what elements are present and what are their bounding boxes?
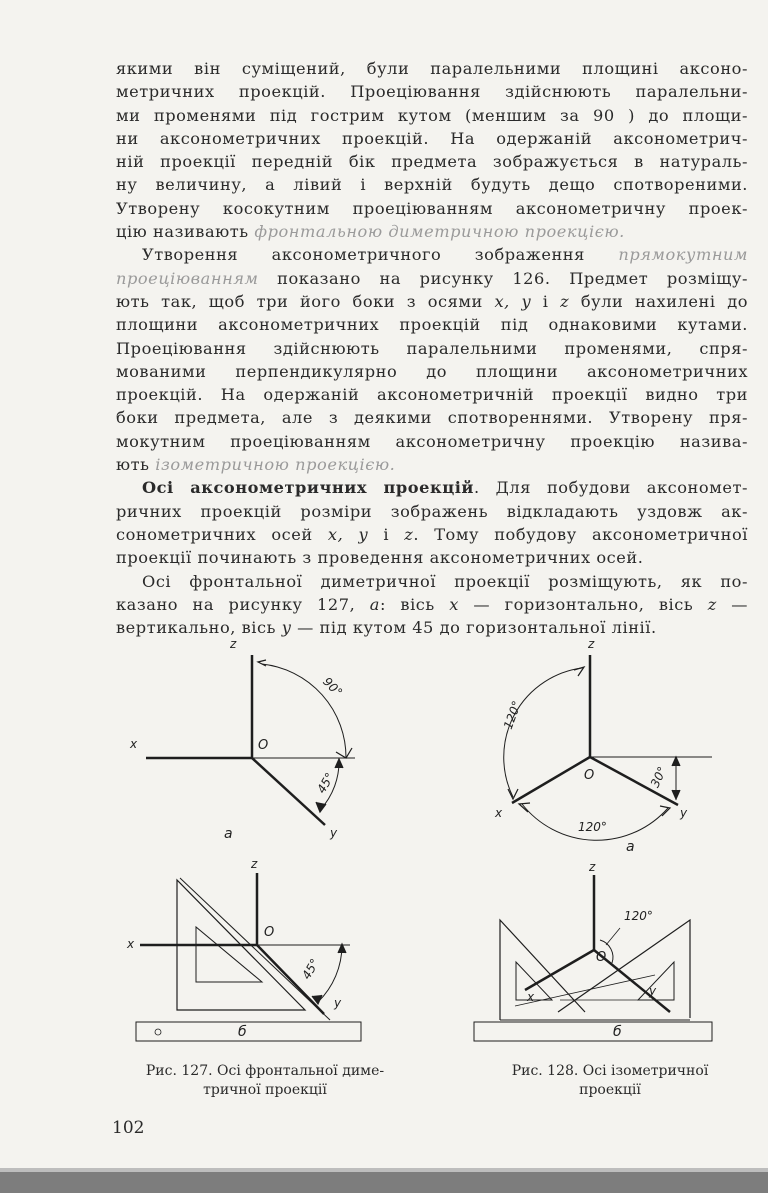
fig127a-x-label: x	[130, 737, 138, 751]
fig127a-o-label: O	[258, 738, 269, 753]
term-rectangular: прямокутним	[618, 245, 748, 265]
text-span: . Тому побудову аксонометричної	[413, 524, 748, 544]
text-line: ми променями під гострим кутом (меншим за 90 ) до площи-	[116, 105, 748, 125]
text-span: Утворення аксонометричного зображення	[142, 245, 619, 265]
caption-line: тричної проекції	[203, 1082, 327, 1098]
fig127b-o-label: O	[264, 925, 275, 940]
term-projection: проеціюванням	[116, 268, 259, 288]
text-line: проекцій. На одержаній аксонометричній проекції видно три	[116, 385, 748, 405]
text-line: мокутним проеціюванням аксонометричну проекцію назива-	[116, 431, 748, 451]
fig128b-y-label: y	[649, 984, 657, 998]
text-span: були нахилені до	[569, 291, 749, 311]
fig128a-y-label: y	[680, 806, 688, 820]
text-line: площини аксонометричних проекцій під однаковими кутами.	[116, 315, 748, 335]
text-span: цію називають	[116, 222, 255, 242]
fig127a-y-label: y	[330, 826, 338, 840]
fig128b-z-label: z	[589, 860, 596, 874]
section-heading: Осі аксонометричних проекцій	[142, 478, 474, 498]
fig128b-x-label: x	[527, 990, 535, 1004]
fig128a-sub-label: а	[626, 839, 635, 855]
axis-name: z	[707, 594, 717, 614]
fig128-caption	[470, 1062, 750, 1100]
fig127b-sub-label: б	[238, 1024, 247, 1040]
axis-name: z	[404, 524, 414, 544]
text-line: ній проекції передній бік предмета зображується в натураль-	[116, 152, 748, 172]
text-span: і	[368, 524, 405, 544]
text-line: ну величину, а лівий і верхній будуть дещо спотвореними.	[116, 175, 748, 195]
fig128b-angle-120: 120°	[624, 909, 653, 923]
text-line: якими він суміщений, були паралельними площині аксоно-	[116, 59, 748, 78]
fig127b-axes	[136, 873, 361, 1041]
fig127b-x-label: x	[127, 937, 135, 951]
fig127a-angle-45: 45°	[314, 770, 338, 796]
text-span: сонометричних осей	[116, 524, 328, 544]
text-span: —	[716, 594, 748, 614]
text-span: і	[531, 291, 561, 311]
term-isometric: ізометричною проекцією.	[155, 455, 396, 475]
text-line: ни аксонометричних проекцій. На одержаній аксонометрич-	[116, 128, 748, 148]
axis-name: z	[560, 291, 570, 311]
scan-edge-dark	[0, 1172, 768, 1193]
term-frontal-dimetric: фронтальною диметричною проекцією.	[254, 222, 625, 242]
text-line: мованими перпендикулярно до площини аксонометричних	[116, 361, 748, 381]
axis-name: x	[449, 594, 459, 614]
page-number: 102	[112, 1118, 145, 1138]
text-span: — під кутом 45 до горизонтальної лінії.	[291, 618, 657, 638]
fig128a-angle-30: 30°	[647, 764, 670, 790]
fig127a-sub-label: а	[224, 826, 233, 842]
caption-line: Рис. 128. Осі ізометричної	[511, 1063, 709, 1079]
text-line: Проеціювання здійснюють паралельними променями, спря-	[116, 338, 748, 358]
text-line: ричних проекцій розміри зображень відкладають уздовж ак-	[116, 501, 748, 521]
text-line: боки предмета, але з деякими спотвореннями. Утворену пря-	[116, 408, 748, 428]
axis-names: x, y	[327, 524, 369, 544]
text-line: Осі фронтальної диметричної проекції розміщують, як по-	[142, 571, 748, 591]
fig128b-o-label: O	[596, 950, 607, 965]
text-span: вертикально, вісь	[116, 618, 282, 638]
caption-line: Рис. 127. Осі фронтальної диме-	[145, 1063, 385, 1079]
fig128a-z-label: z	[588, 637, 595, 651]
fig127a-z-label: z	[230, 637, 237, 651]
fig128a-angle-120-top: 120°	[500, 699, 524, 731]
axis-name: y	[281, 618, 292, 638]
text-line: проекції починають з проведення аксонометричних осей.	[116, 548, 644, 568]
text-span: показано на рисунку 126. Предмет розміщу-	[258, 268, 748, 288]
text-line: метричних проекцій. Проеціювання здійснюють паралельни-	[116, 82, 748, 102]
fig127a-angle-90: 90°	[320, 674, 346, 700]
text-span: ють	[116, 455, 156, 475]
fig128a-angle-120-bottom: 120°	[578, 820, 607, 834]
fig128b-axes	[474, 875, 712, 1041]
fig127b-angle-45: 45°	[299, 956, 323, 982]
text-span: — горизонтально, вісь	[458, 594, 708, 614]
fig128a-o-label: O	[584, 768, 595, 783]
fig127-caption	[110, 1062, 420, 1100]
axis-names: x, y	[494, 291, 532, 311]
fig128a-x-label: x	[495, 806, 503, 820]
text-span: казано на рисунку 127,	[116, 594, 370, 614]
text-span: : вісь	[379, 594, 450, 614]
caption-line: проекції	[579, 1082, 641, 1098]
text-span: . Для побудови аксономет-	[473, 478, 748, 498]
fig128b-sub-label: б	[613, 1024, 622, 1040]
text-span: ють так, щоб три його боки з осями	[116, 291, 495, 311]
text-line: Утворену косокутним проеціюванням аксонометричну проек-	[116, 198, 748, 218]
fig-ref: а	[369, 594, 380, 614]
fig127b-y-label: y	[334, 996, 342, 1010]
fig127b-z-label: z	[251, 857, 258, 871]
